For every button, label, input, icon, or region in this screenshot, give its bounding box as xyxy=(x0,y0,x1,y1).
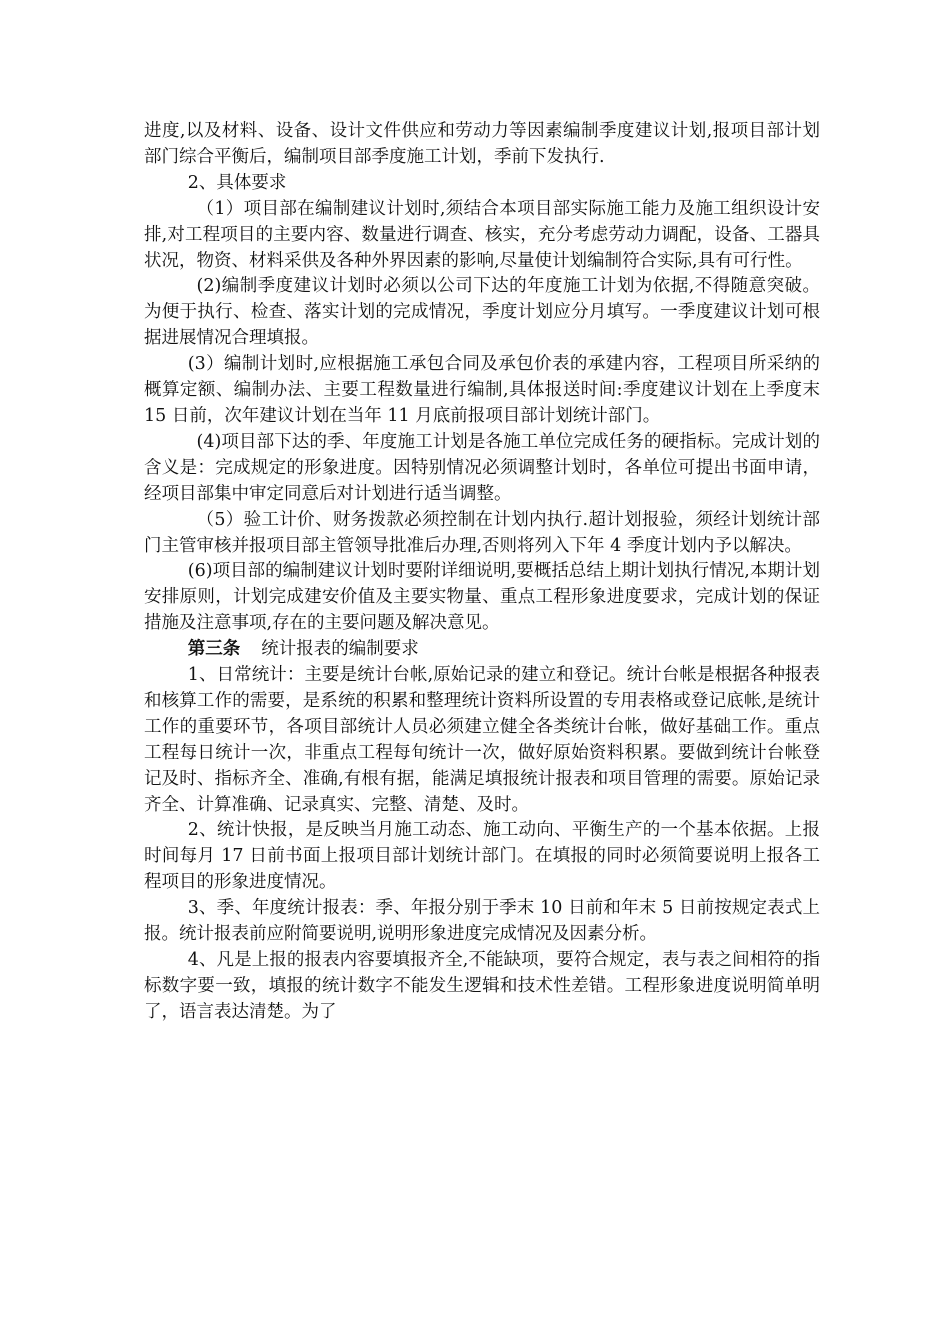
subheading-specific-requirements: 2、具体要求 xyxy=(187,172,287,193)
section-heading-number: 第三条 xyxy=(187,639,241,660)
paragraph-quarterly-annual: 3、季、年度统计报表：季、年报分别于季末 10 日前和年末 5 日前按规定表式上报。统计报表前应附简要说明,说明形象进度完成情况及因素分析。 xyxy=(144,898,820,945)
document-body xyxy=(144,119,820,1026)
paragraph-req-2: (2)编制季度建议计划时必须以公司下达的年度施工计划为依据,不得随意突破。为便于执行、检查、落实计划的完成情况，季度计划应分月填写。一季度建议计划可根据进展情况合理填报。 xyxy=(144,276,820,349)
paragraph-report-content: 4、凡是上报的报表内容要填报齐全,不能缺项，要符合规定，表与表之间相符的指标数字要一致，填报的统计数字不能发生逻辑和技术性差错。工程形象进度说明简单明了，语言表达清楚。为了 xyxy=(144,950,820,1022)
section-heading xyxy=(144,637,820,663)
paragraph-daily-statistics: 1、日常统计：主要是统计台帐,原始记录的建立和登记。统计台帐是根据各种报表和核算工作的需要，是系统的积累和整理统计资料所设置的专用表格或登记底帐,是统计工作的重要环节，各项目部统计人员必须建立健全各类统计台帐，做好基础工作。重点工程每日统计一次，非重点工程每旬统计一次，做好原始资料积累。要做到统计台帐登记及时、指标齐全、准确,有根有据，能满足填报统计报表和项目管理的需要。原始记录齐全、计算准确、记录真实、完整、清楚、及时。 xyxy=(144,665,820,815)
paragraph-req-4: (4)项目部下达的季、年度施工计划是各施工单位完成任务的硬指标。完成计划的含义是：完成规定的形象进度。因特别情况必须调整计划时，各单位可提出书面申请，经项目部集中审定同意后对计划进行适当调整。 xyxy=(144,431,820,504)
paragraph-req-5: （5）验工计价、财务拨款必须控制在计划内执行.超计划报验，须经计划统计部门主管审核并报项目部主管领导批准后办理,否则将列入下年 4 季度计划内予以解决。 xyxy=(144,509,820,556)
paragraph-statistics-express: 2、统计快报，是反映当月施工动态、施工动向、平衡生产的一个基本依据。上报时间每月 17 日前书面上报项目部计划统计部门。在填报的同时必须简要说明上报各工程项目的形象进度情况。 xyxy=(144,820,820,893)
paragraph-req-6: (6)项目部的编制建议计划时要附详细说明,要概括总结上期计划执行情况,本期计划安排原则，计划完成建安价值及主要实物量、重点工程形象进度要求，完成计划的保证措施及注意事项,存在的主要问题及解决意见。 xyxy=(144,561,820,634)
paragraph-req-1: （1）项目部在编制建议计划时,须结合本项目部实际施工能力及施工组织设计安排,对工程项目的主要内容、数量进行调查、核实，充分考虑劳动力调配，设备、工器具状况，物资、材料采供及各种外界因素的影响,尽量使计划编制符合实际,具有可行性。 xyxy=(144,198,820,271)
paragraph-intro: 进度,以及材料、设备、设计文件供应和劳动力等因素编制季度建议计划,报项目部计划部门综合平衡后，编制项目部季度施工计划，季前下发执行. xyxy=(144,121,820,167)
section-heading-title: 统计报表的编制要求 xyxy=(261,639,419,660)
paragraph-req-3: (3）编制计划时,应根据施工承包合同及承包价表的承建内容，工程项目所采纳的概算定额、编制办法、主要工程数量进行编制,具体报送时间:季度建议计划在上季度末 15 日前，次年建议计划在当年 11 月底前报项目部计划统计部门。 xyxy=(144,354,820,426)
